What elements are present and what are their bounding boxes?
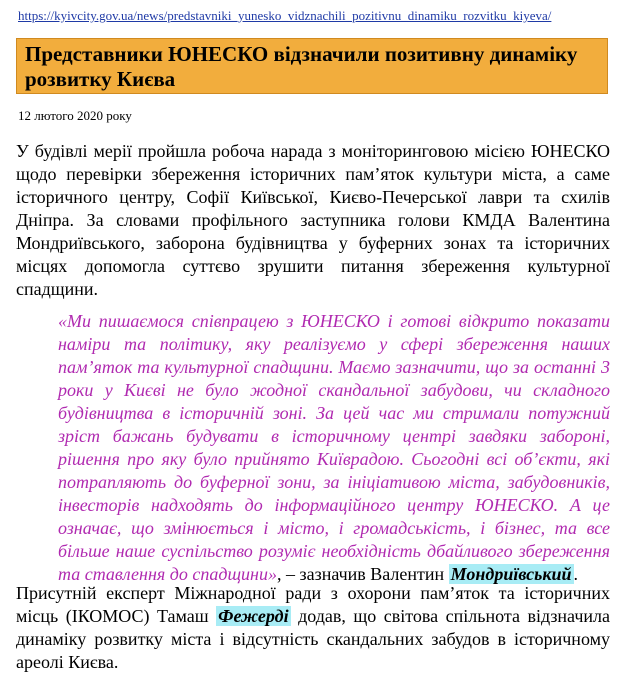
paragraph-intro: У будівлі мерії пройшла робоча нарада з моніторинговою місією ЮНЕСКО щодо перевірки збереження історичних пам’яток культури міста, а саме історичного центру, Софії Київської, Києво-Печерської лаври та схилів Дніпра. За словами профільного заступника голови КМДА Валентина Мондриївського, заборона будівництва у буферних зонах та історичних місцях допомогла суттєво зрушити питання збереження культурної спадщини. bbox=[16, 141, 610, 299]
highlighted-name-mondriivskyi: Мондриївський bbox=[450, 564, 572, 584]
paragraph2-start: Присутній експерт Міжнародної ради з охорони пам’яток та історичних місць (ІКОМОС) Тамаш bbox=[16, 583, 610, 626]
paragraph2-end: додав, що світова спільнота відзначила динаміку розвитку міста і відсутність скандальних забудов в історичному ареолі Києва. bbox=[16, 606, 610, 672]
paragraph-expert bbox=[16, 582, 610, 674]
quote-block bbox=[58, 310, 610, 586]
quote-text: «Ми пишаємося співпрацею з ЮНЕСКО і готові відкрито показати наміри та політику, яку реалізуємо у сфері збереження наших пам’яток та культурної спадщини. Маємо зазначити, що за останні 3 роки у Києві не було жодної скандальної забудови, чи складного будівництва в історичній зоні. За цей час ми стримали потужний зріст бажань будувати в історичному центрі завдяки забороні, рішення про яку було прийнято Київрадою. Сьогодні всі об’єкти, які потрапляють до буферної зони, за ініціативою міста, забудовників, інвесторів надходять до інформаційного центру ЮНЕСКО. А це означає, що змінюється і місто, і громадськість, і бізнес, та все більше наше суспільство розуміє необхідність дбайливого збереження та ставлення до спадщини» bbox=[58, 311, 610, 584]
quote-attribution: , – зазначив Валентин bbox=[276, 564, 449, 584]
quote-end: . bbox=[573, 564, 579, 584]
article-date: 12 лютого 2020 року bbox=[18, 108, 132, 123]
title-banner bbox=[16, 38, 608, 94]
source-link[interactable]: https://kyivcity.gov.ua/news/predstavniki_yunesko_vidznachili_pozitivnu_dinamiku_rozvitku_kiyeva/ bbox=[18, 8, 552, 23]
highlighted-name-fezherdi: Фежерді bbox=[218, 606, 289, 626]
article-title: Представники ЮНЕСКО відзначили позитивну динаміку розвитку Києва bbox=[25, 42, 578, 91]
